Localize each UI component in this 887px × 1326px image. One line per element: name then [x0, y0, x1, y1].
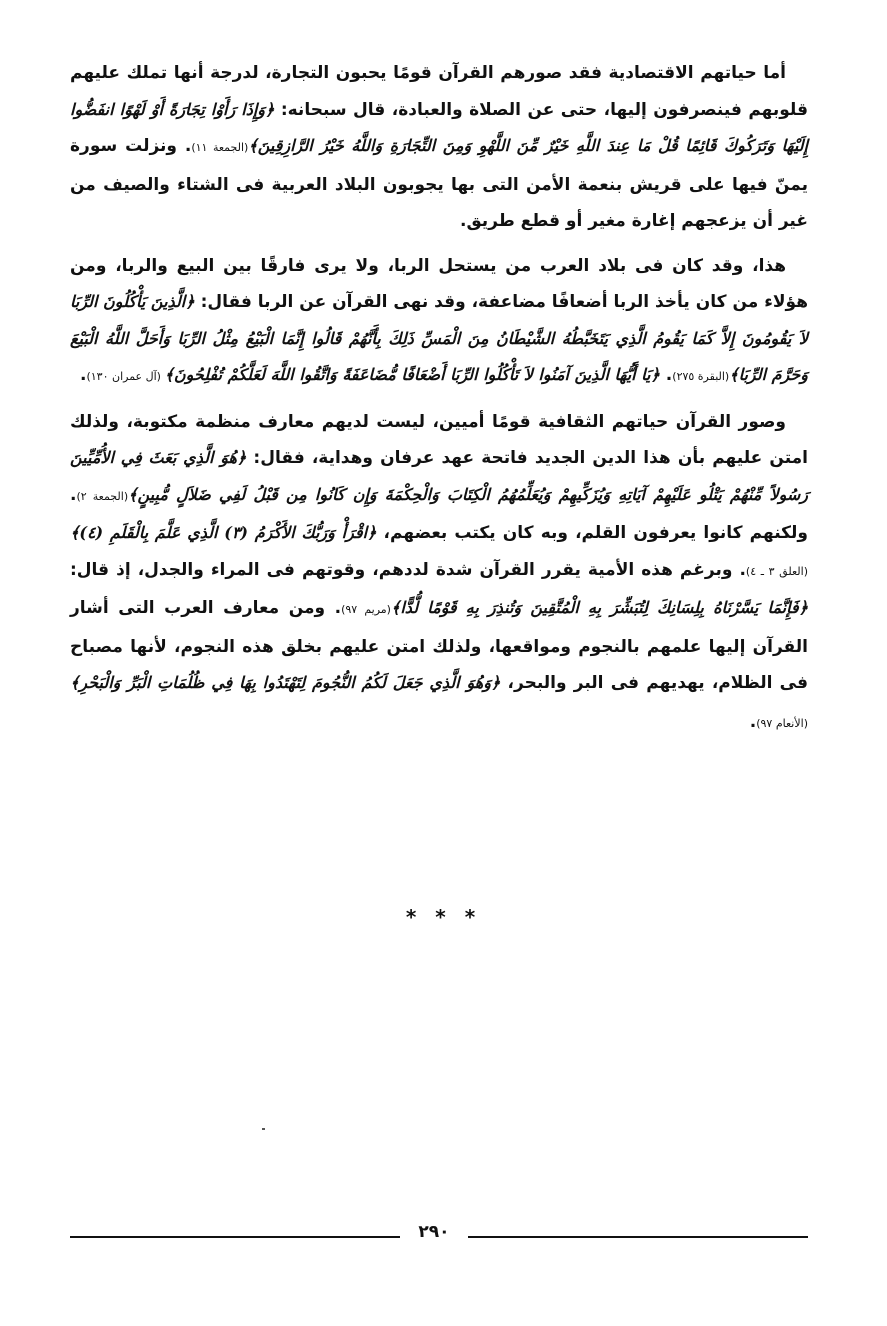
body-text-run: . ونزلت سورة يمنّ فيها على قريش بنعمة الأمن التى بها يجوبون البلاد العربية فى الشتاء والصيف من غير أن يزعجهم إغارة مغير أو قطع طريق. [70, 136, 808, 231]
page-number: ٢٩٠ [418, 1222, 450, 1242]
body-text-run: . وبرغم هذه الأمية يقرر القرآن شدة لددهم، وقوتهم فى المراء والجدل، إذ قال: [70, 559, 746, 580]
body-text-run: . [659, 365, 673, 385]
body-text-run: هذا، وقد كان فى بلاد العرب من يستحل الربا، ولا يرى فارقًا بين البيع والربا، ومن هؤلاء من كان يأخذ الربا أضعافًا مضاعفة، وقد نهى القرآن عن الربا فقال: [70, 255, 808, 312]
body-text [70, 55, 808, 742]
body-text-run: . ومن معارف العرب التى أشار القرآن إليها علمهم بالنجوم ومواقعها، ولذلك امتن عليهم بخلق هذه النجوم، لأنها مصباح فى الظلام، يهديهم فى البر والبحر، [70, 598, 809, 693]
paragraph-economic-life [70, 55, 808, 240]
quran-verse: ﴿هُوَ الَّذِي بَعَثَ فِي الأُمِّيِّينَ رَسُولاً مِّنْهُمْ يَتْلُو عَلَيْهِمْ آيَاتِهِ وَيُزَكِّيهِمْ وَيُعَلِّمُهُمُ الْكِتَابَ وَالْحِكْمَةَ وَإِن كَانُوا مِن قَبْلُ لَفِي ضَلاَلٍ مُّبِينٍ﴾ [70, 448, 808, 504]
verse-reference: (آل عمران ١٣٠) [86, 370, 165, 383]
quran-verse: ﴿فَإِنَّمَا يَسَّرْنَاهُ بِلِسَانِكَ لِتُبَشِّرَ بِهِ الْمُتَّقِينَ وَتُنذِرَ بِهِ قَوْمًا لُّدًّا﴾ [390, 598, 808, 617]
verse-reference: (الجمعة ٢) [76, 489, 129, 503]
quran-verse: ﴿وَإِذَا رَأَوْا تِجَارَةً أَوْ لَهْوًا انفَضُّوا إِلَيْهَا وَتَرَكُوكَ قَائِمًا قُلْ مَا عِندَ اللَّهِ خَيْرٌ مِّنَ اللَّهْوِ وَمِنَ التِّجَارَةِ وَاللَّهُ خَيْرُ الرَّازِقِينَ﴾ [70, 99, 808, 155]
footer-rule-right [468, 1236, 808, 1238]
quran-verse: ﴿اقْرَأْ وَرَبُّكَ الأَكْرَمُ (٣) الَّذِي عَلَّمَ بِالْقَلَمِ (٤)﴾ [70, 523, 377, 542]
quran-verse: ﴿يَا أَيُّهَا الَّذِينَ آمَنُوا لاَ تَأْكُلُوا الرِّبَا أَضْعَافًا مُّضَاعَفَةً وَاتَّقُوا اللَّهَ لَعَلَّكُمْ تُفْلِحُونَ﴾ [164, 365, 660, 384]
footer-rule-left [70, 1236, 400, 1238]
scan-speck [262, 1128, 265, 1130]
quran-verse: ﴿الَّذِينَ يَأْكُلُونَ الرِّبَا لاَ يَقُومُونَ إِلاَّ كَمَا يَقُومُ الَّذِي يَتَخَبَّطُهُ الشَّيْطَانُ مِنَ الْمَسِّ ذَلِكَ بِأَنَّهُمْ قَالُوا إِنَّمَا الْبَيْعُ مِثْلُ الرِّبَا وَأَحَلَّ اللَّهُ الْبَيْعَ وَحَرَّمَ الرِّبَا﴾ [70, 292, 808, 384]
body-text-run: . [749, 711, 757, 732]
verse-reference: (مريم ٩٧) [341, 603, 391, 616]
section-separator: * * * [405, 905, 482, 929]
verse-reference: (الأنعام ٩٧) [756, 716, 808, 730]
body-text-run: وصور القرآن حياتهم الثقافية قومًا أميين، ليست لديهم معارف منظمة مكتوبة، ولذلك امتن عليهم بأن هذا الدين الجديد فاتحة عهد عرفان وهداية، فقال: [70, 411, 808, 468]
verse-reference: (البقرة ٢٧٥) [672, 370, 730, 383]
body-text-run: . ولكنهم كانوا يعرفون القلم، وبه كان يكتب بعضهم، [70, 484, 808, 543]
verse-reference: (العلق ٣ ـ ٤) [745, 564, 808, 578]
body-text-run: أما حياتهم الاقتصادية فقد صورهم القرآن قومًا يحبون التجارة، لدرجة أنها تملك عليهم قلوبهم فينصرفون إليها، حتى عن الصلاة والعبادة، قال سبحانه: [70, 63, 809, 120]
paragraph-cultural-life [70, 404, 808, 743]
verse-reference: (الجمعة ١١) [191, 141, 249, 154]
paragraph-usury [70, 248, 808, 396]
quran-verse: ﴿وَهُوَ الَّذِي جَعَلَ لَكُمُ النُّجُومَ لِتَهْتَدُوا بِهَا فِي ظُلُمَاتِ الْبَرِّ وَالْبَحْرِ﴾ [70, 673, 501, 692]
body-text-run: . [80, 365, 87, 385]
